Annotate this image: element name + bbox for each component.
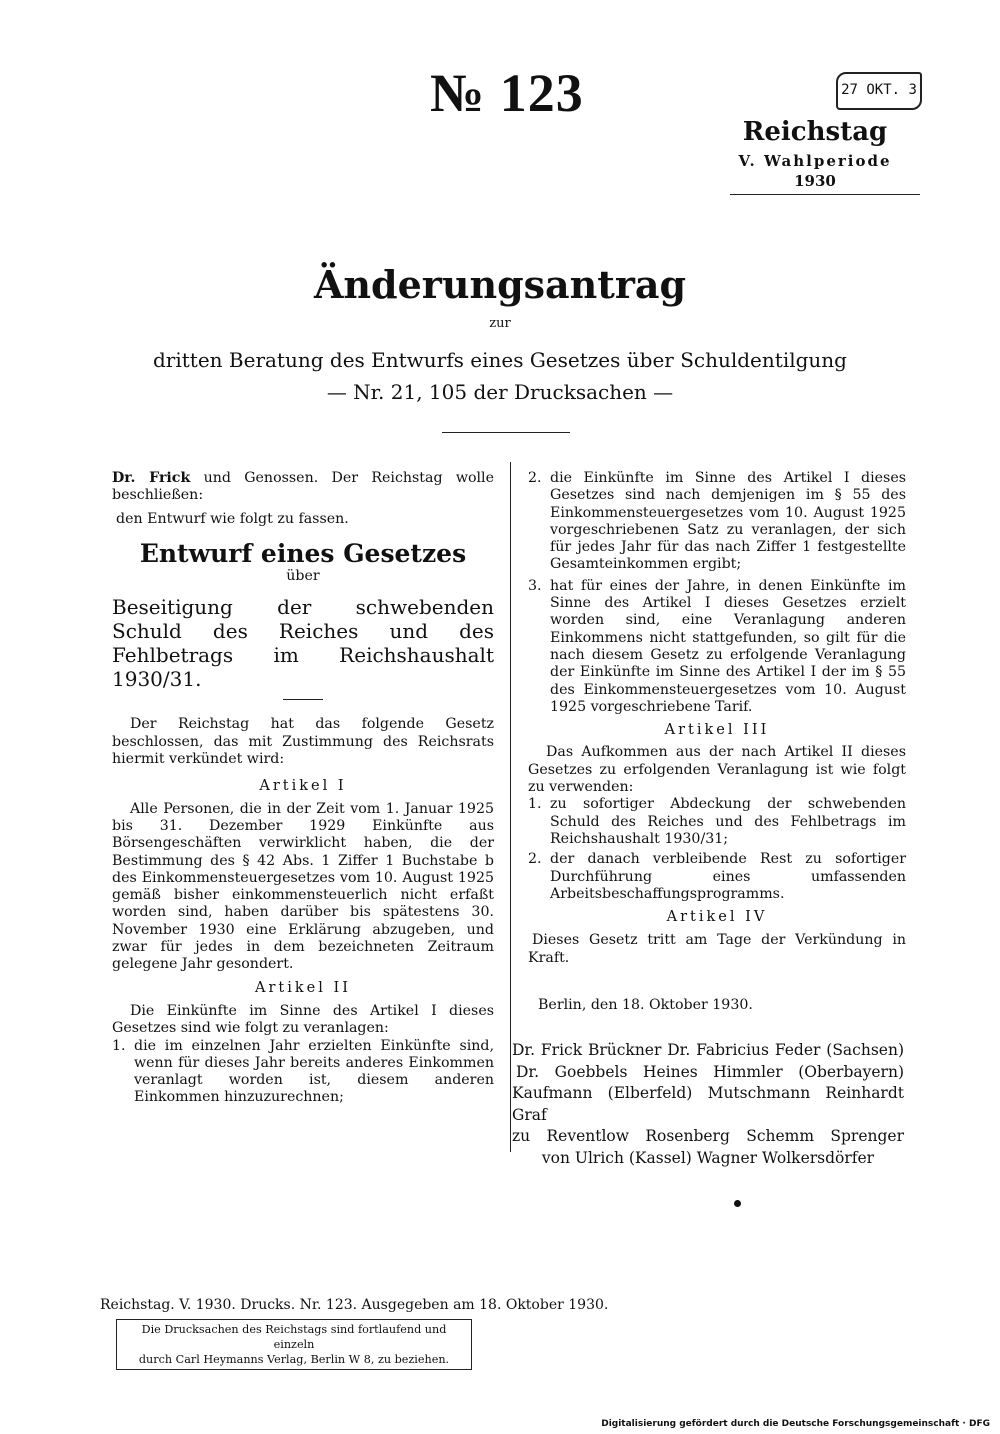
draft-heading: Entwurf eines Gesetzes xyxy=(139,538,467,568)
year-label: 1930 xyxy=(794,172,836,190)
draft-rule xyxy=(283,699,323,700)
date-line: Berlin, den 18. Oktober 1930. xyxy=(538,997,753,1014)
draft-subheading: Beseitigung der schwebenden Schuld des Reiches und des Fehlbetrags im Reichshaushalt 1930/31. xyxy=(112,595,494,692)
article-4-text: Dieses Gesetz tritt am Tage der Verkündung in Kraft. xyxy=(528,932,906,966)
title-zur: zur xyxy=(489,316,511,331)
title-subtitle: dritten Beratung des Entwurfs eines Gesetzes über Schuldentilgung xyxy=(153,348,847,372)
list-number: 1. xyxy=(112,1037,126,1054)
right-column xyxy=(528,470,906,1014)
article-4-title: Artikel IV xyxy=(666,909,768,926)
list-text: zu sofortiger Abdeckung der schwebenden Schuld des Reiches und des Fehlbetrags im Reichshaushalt 1930/31; xyxy=(550,796,906,847)
list-item xyxy=(528,796,906,848)
list-item xyxy=(528,470,906,574)
list-item xyxy=(528,578,906,716)
publication-line: Reichstag. V. 1930. Drucks. Nr. 123. Ausgegeben am 18. Oktober 1930. xyxy=(100,1297,609,1313)
signatures xyxy=(512,1040,904,1169)
list-text: der danach verbleibende Rest zu sofortiger Durchführung eines umfassenden Arbeitsbeschaffungsprogramms. xyxy=(550,851,906,902)
dfg-credit: Digitalisierung gefördert durch die Deutsche Forschungsgemeinschaft · DFG xyxy=(601,1419,990,1429)
signature-line: zu Reventlow Rosenberg Schemm Sprenger xyxy=(512,1127,904,1145)
list-number: 3. xyxy=(528,577,542,594)
list-text: die Einkünfte im Sinne des Artikel I dieses Gesetzes sind nach demjenigen im § 55 des Einkommensteuergesetzes vom 10. August 1925 vorgeschriebenen Satz zu veranlagen, der sich für jedes Jahr für das nach Ziffer 1 festgestellte Gesamteinkommen ergibt; xyxy=(550,470,906,573)
signature-line: Dr. Frick Brückner Dr. Fabricius Feder (Sachsen) xyxy=(512,1041,904,1059)
intro-text: und Genossen. Der Reichstag wolle beschließen: xyxy=(112,470,494,504)
column-divider xyxy=(510,462,511,1152)
title-rule xyxy=(442,432,570,433)
article-2-intro: Die Einkünfte im Sinne des Artikel I dieses Gesetzes sind wie folgt zu veranlagen: xyxy=(112,1002,494,1037)
article-1-title: Artikel I xyxy=(259,778,347,795)
left-column xyxy=(112,470,494,1107)
list-number: 2. xyxy=(528,851,542,868)
article-2-title: Artikel II xyxy=(255,979,351,996)
article-3-title: Artikel III xyxy=(664,722,770,739)
document-title: Änderungsantrag xyxy=(313,262,687,307)
list-text: hat für eines der Jahre, in denen Einkünfte im Sinne des Artikel I dieses Gesetzes erzielt worden sind, eine Veranlagung anderen Einkommens nicht stattgefunden, so gilt für die nach diesem Gesetz zu erfolgende Veranlagung der Einkünfte im Sinne des Artikel I der im § 55 des Einkommensteuergesetzes vom 10. August 1925 vorgeschriebene Tarif. xyxy=(550,577,906,715)
distribution-note xyxy=(116,1319,472,1370)
distribution-note-line: durch Carl Heymanns Verlag, Berlin W 8, zu beziehen. xyxy=(138,1353,450,1366)
wahlperiode-label: V. Wahlperiode xyxy=(738,152,892,170)
article-3-intro: Das Aufkommen aus der nach Artikel II dieses Gesetzes zu erfolgenden Veranlagung ist wie folgt zu verwenden: xyxy=(528,744,906,796)
document-number: № 123 xyxy=(430,63,584,123)
signature-line: von Ulrich (Kassel) Wagner Wolkersdörfer xyxy=(541,1148,875,1167)
list-text: die im einzelnen Jahr erzielten Einkünfte sind, wenn für dieses Jahr bereits anderes Einkommen veranlagt worden ist, diesem anderen Einkommen hinzuzurechnen; xyxy=(134,1037,494,1106)
title-reference: — Nr. 21, 105 der Drucksachen — xyxy=(326,380,674,404)
distribution-note-line: Die Drucksachen des Reichstags sind fortlaufend und einzeln xyxy=(141,1323,447,1351)
list-number: 1. xyxy=(528,796,542,813)
reichstag-label: Reichstag xyxy=(742,117,888,147)
intro-author: Dr. Frick xyxy=(112,470,191,486)
list-item xyxy=(112,1038,494,1107)
receipt-stamp: 27 OKT. 3 xyxy=(836,72,922,110)
article-1-text: Alle Personen, die in der Zeit vom 1. Januar 1925 bis 31. Dezember 1929 Einkünfte aus Börsengeschäften verwirklicht haben, die der Bestimmung des § 42 Abs. 1 Ziffer 1 Buchstabe b des Einkommensteuergesetzes vom 10. August 1925 gemäß bisher einkommensteuerlich nicht erfaßt worden sind, haben darüber bis spätestens 30. November 1930 eine Erklärung abzugeben, und zwar für jedes in dem bezeichneten Zeitraum gelegene Jahr gesondert. xyxy=(112,800,494,973)
intro-instruction: den Entwurf wie folgt zu fassen. xyxy=(116,510,349,527)
list-item xyxy=(528,851,906,903)
preamble: Der Reichstag hat das folgende Gesetz beschlossen, das mit Zustimmung des Reichsrats hiermit verkündet wird: xyxy=(112,716,494,768)
signature-line: Kaufmann (Elberfeld) Mutschmann Reinhardt Graf xyxy=(512,1084,904,1124)
ink-dot xyxy=(734,1200,741,1207)
intro-paragraph xyxy=(112,470,494,505)
draft-ueber: über xyxy=(286,568,320,585)
header-rule xyxy=(730,194,920,195)
signature-line: Dr. Goebbels Heines Himmler (Oberbayern) xyxy=(516,1062,904,1081)
list-number: 2. xyxy=(528,470,542,486)
